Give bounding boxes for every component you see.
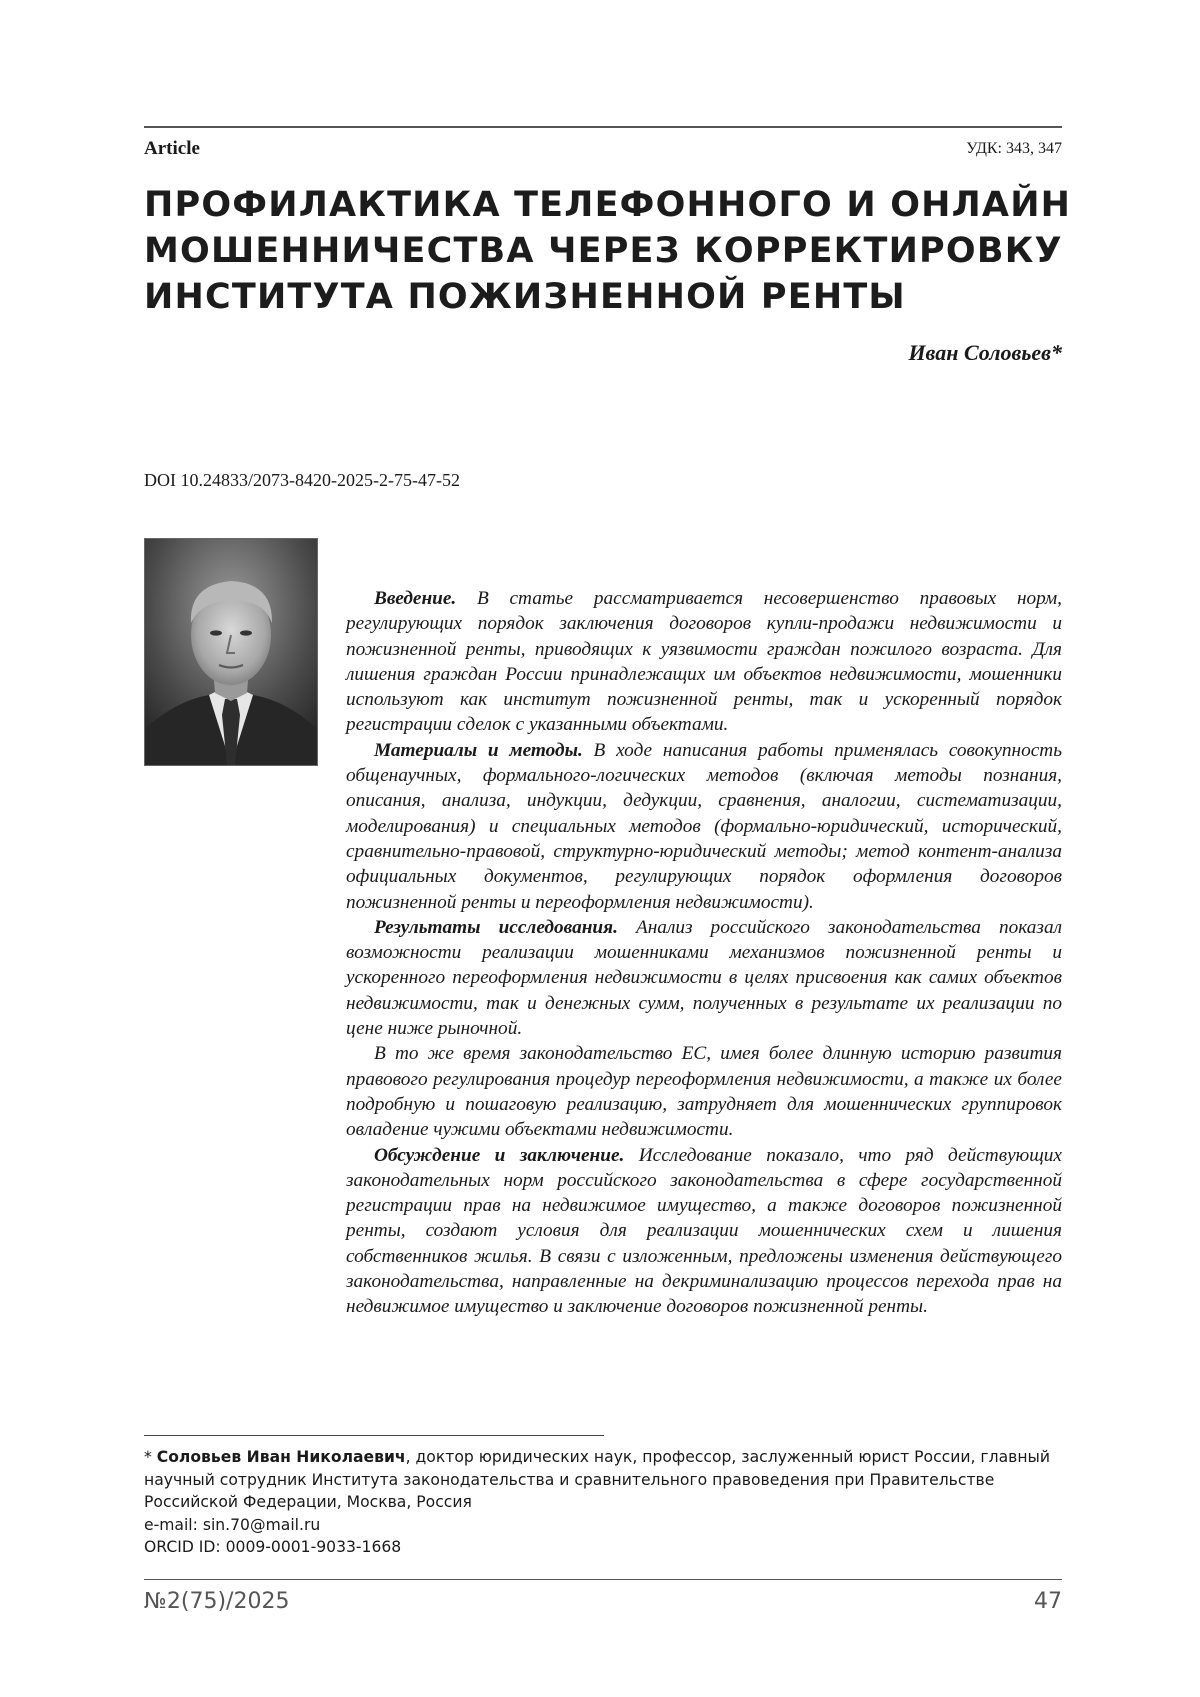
footnote-affiliation xyxy=(144,1446,1062,1514)
abstract-discussion xyxy=(346,1143,1062,1320)
abstract xyxy=(346,586,1062,1320)
footnote-rule xyxy=(144,1435,604,1436)
footnote-author-name: Соловьев Иван Николаевич xyxy=(156,1448,406,1466)
article-type-label: Article xyxy=(144,138,200,159)
author-photo xyxy=(144,538,318,766)
page-number: 47 xyxy=(1034,1589,1062,1614)
footnote-author-details: , доктор юридических наук, профессор, заслуженный юрист России, главный научный сотрудник Института законодательства и сравнительного правоведения при Правительстве Российской Федерации, Москва, Россия xyxy=(144,1448,1050,1511)
footnote-marker: * xyxy=(144,1448,157,1466)
footnote-email: e-mail: sin.70@mail.ru xyxy=(144,1515,321,1534)
header-rule xyxy=(144,126,1062,128)
abstract-methods xyxy=(346,738,1062,915)
author-portrait-image xyxy=(145,539,317,765)
footer-rule xyxy=(144,1579,1062,1580)
abstract-introduction xyxy=(346,586,1062,738)
article-title xyxy=(144,182,1084,320)
author-footnote xyxy=(144,1446,1062,1559)
footnote-orcid: ORCID ID: 0009-0001-9033-1668 xyxy=(144,1538,402,1556)
title-line: ИНСТИТУТА ПОЖИЗНЕННОЙ РЕНТЫ xyxy=(144,277,906,317)
discussion-heading: Обсуждение и заключение. xyxy=(374,1144,625,1166)
abstract-eu-paragraph: В то же время законодательство ЕС, имея более длинную историю развития правового регулирования процедур переоформления недвижимости, а также их более подробную и пошаговую реализацию, затрудняет для мошеннических группировок овладение чужими объектами недвижимости. xyxy=(346,1043,1062,1141)
methods-heading: Материалы и методы. xyxy=(374,739,583,761)
results-text: Анализ российского законодательства показал возможности реализации мошенниками механизмов пожизненной ренты и ускоренного переоформления недвижимости в целях присвоения как самих объектов недвижимости, так и денежных сумм, полученных в результате их реализации по цене ниже рыночной. xyxy=(346,916,1062,1040)
title-line: ПРОФИЛАКТИКА ТЕЛЕФОННОГО И ОНЛАЙН xyxy=(144,185,1072,225)
title-line: МОШЕННИЧЕСТВА ЧЕРЕЗ КОРРЕКТИРОВКУ xyxy=(144,231,1063,271)
introduction-text: В статье рассматривается несовершенство правовых норм, регулирующих порядок заключения договоров купли-продажи недвижимости и пожизненной ренты, приводящих к уязвимости граждан пожилого возраста. Для лишения граждан России принадлежащих им объектов недвижимости, мошенники используют как институт пожизненной ренты, так и ускоренный порядок регистрации сделок с указанными объектами. xyxy=(346,588,1062,736)
author-name: Иван Соловьев* xyxy=(908,340,1062,365)
udk-code: УДК: 343, 347 xyxy=(966,140,1062,157)
issue-number: №2(75)/2025 xyxy=(144,1589,290,1614)
introduction-heading: Введение. xyxy=(374,588,457,609)
discussion-text: Исследование показало, что ряд действующих законодательных норм российского законодательства в сфере государственной регистрации прав на недвижимое имущество, а также договоров пожизненной ренты, создают условия для реализации мошеннических схем и лишения собственников жилья. В связи с изложенным, предложены изменения действующего законодательства, направленные на декриминализацию процессов перехода прав на недвижимое имущество и заключение договоров пожизненной ренты. xyxy=(346,1144,1062,1318)
doi: DOI 10.24833/2073-8420-2025-2-75-47-52 xyxy=(144,470,460,490)
methods-text: В ходе написания работы применялась совокупность общенаучных, формального-логических методов (включая методы познания, описания, анализа, индукции, дедукции, сравнения, аналогии, систематизации, моделирования) и специальных методов (формально-юридический, исторический, сравнительно-правовой, структурно-юридический методы; метод контент-анализа официальных документов, регулирующих порядок оформления договоров пожизненной ренты и переоформления недвижимости). xyxy=(346,739,1062,913)
results-heading: Результаты исследования. xyxy=(374,916,618,938)
abstract-results xyxy=(346,915,1062,1041)
